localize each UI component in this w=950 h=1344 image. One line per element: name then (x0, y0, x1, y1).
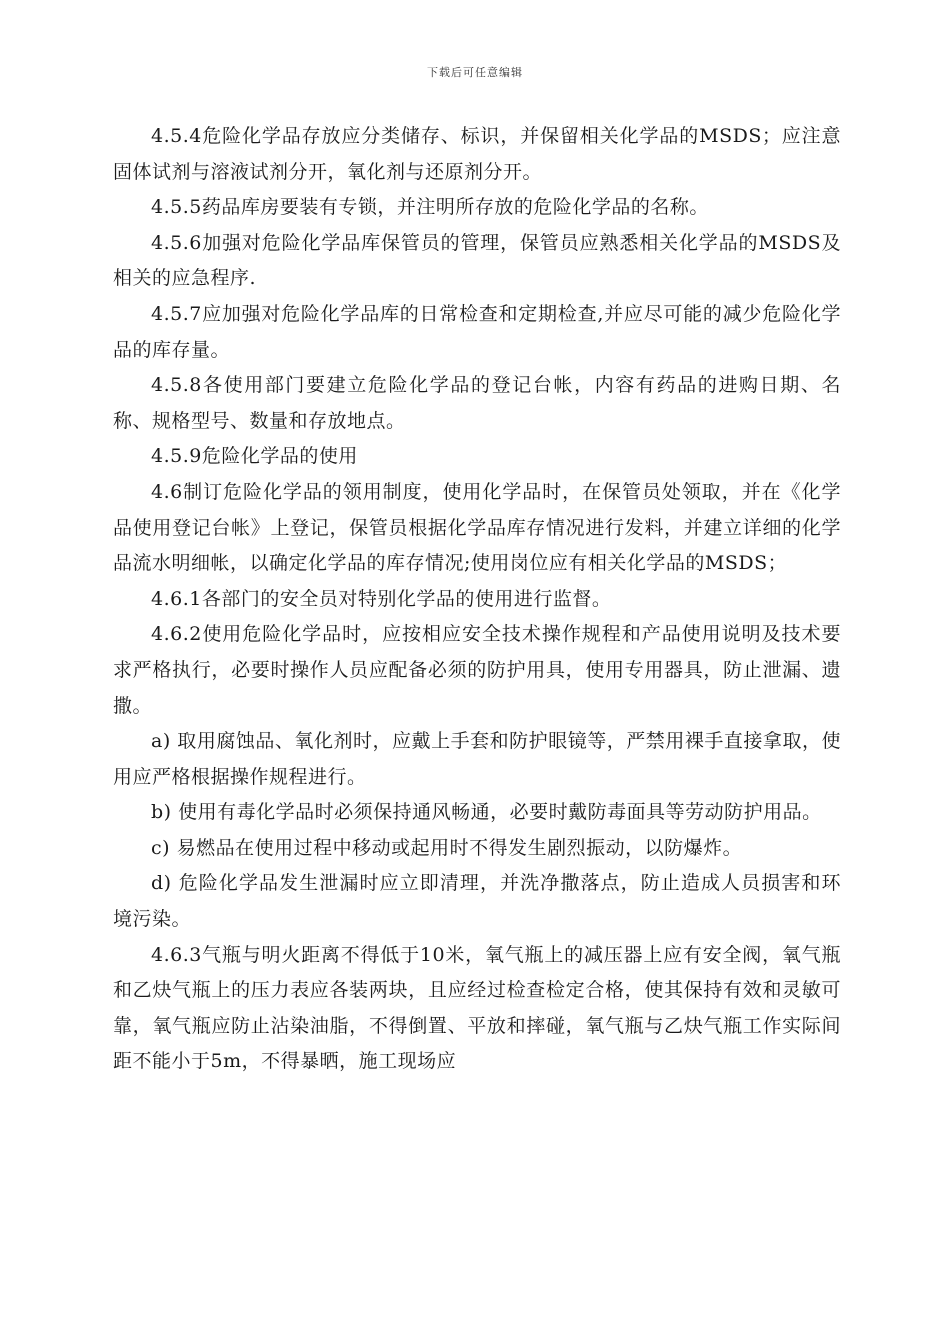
paragraph-4-5-9: 4.5.9危险化学品的使用 (151, 445, 358, 468)
paragraph-4-5-4: 4.5.4危险化学品存放应分类储存、标识，并保留相关化学品的MSDS；应注意固体试剂与溶液试剂分开，氧化剂与还原剂分开。 (113, 125, 841, 183)
paragraph-4-6-3: 4.6.3气瓶与明火距离不得低于10米，氧气瓶上的减压器上应有安全阀，氧气瓶和乙炔气瓶上的压力表应各装两块，且应经过检查检定合格，使其保持有效和灵敏可靠，氧气瓶应防止沾染油脂，不得倒置、平放和摔碰，氧气瓶与乙炔气瓶工作实际间距不能小于5m，不得暴晒，施工现场应 (113, 943, 841, 1073)
list-item-c: c) 易燃品在使用过程中移动或起用时不得发生剧烈振动，以防爆炸。 (151, 836, 743, 859)
document-body (113, 119, 841, 1080)
list-item-d: d) 危险化学品发生泄漏时应立即清理，并洗净撒落点，防止造成人员损害和环境污染。 (113, 872, 841, 931)
paragraph-4-5-7: 4.5.7应加强对危险化学品库的日常检查和定期检查,并应尽可能的减少危险化学品的库存量。 (113, 302, 841, 361)
paragraph-4-6-1: 4.6.1各部门的安全员对特别化学品的使用进行监督。 (151, 587, 612, 610)
paragraph-4-5-8: 4.5.8各使用部门要建立危险化学品的登记台帐，内容有药品的进购日期、名称、规格型号、数量和存放地点。 (113, 374, 841, 432)
header-note: 下载后可任意编辑 (427, 66, 523, 79)
paragraph-4-5-5: 4.5.5药品库房要装有专锁，并注明所存放的危险化学品的名称。 (151, 196, 709, 219)
paragraph-4-6: 4.6制订危险化学品的领用制度，使用化学品时，在保管员处领取，并在《化学品使用登记台帐》上登记，保管员根据化学品库存情况进行发料，并建立详细的化学品流水明细帐，以确定化学品的库存情况;使用岗位应有相关化学品的MSDS； (113, 480, 841, 575)
list-item-a: a) 取用腐蚀品、氧化剂时，应戴上手套和防护眼镜等，严禁用裸手直接拿取，使用应严格根据操作规程进行。 (113, 730, 841, 788)
list-item-b: b) 使用有毒化学品时必须保持通风畅通，必要时戴防毒面具等劳动防护用品。 (151, 801, 822, 824)
paragraph-4-6-2: 4.6.2使用危险化学品时，应按相应安全技术操作规程和产品使用说明及技术要求严格执行，必要时操作人员应配备必须的防护用具，使用专用器具，防止泄漏、遗撒。 (113, 623, 841, 717)
paragraph-4-5-6: 4.5.6加强对危险化学品库保管员的管理，保管员应熟悉相关化学品的MSDS及相关的应急程序. (113, 231, 841, 290)
